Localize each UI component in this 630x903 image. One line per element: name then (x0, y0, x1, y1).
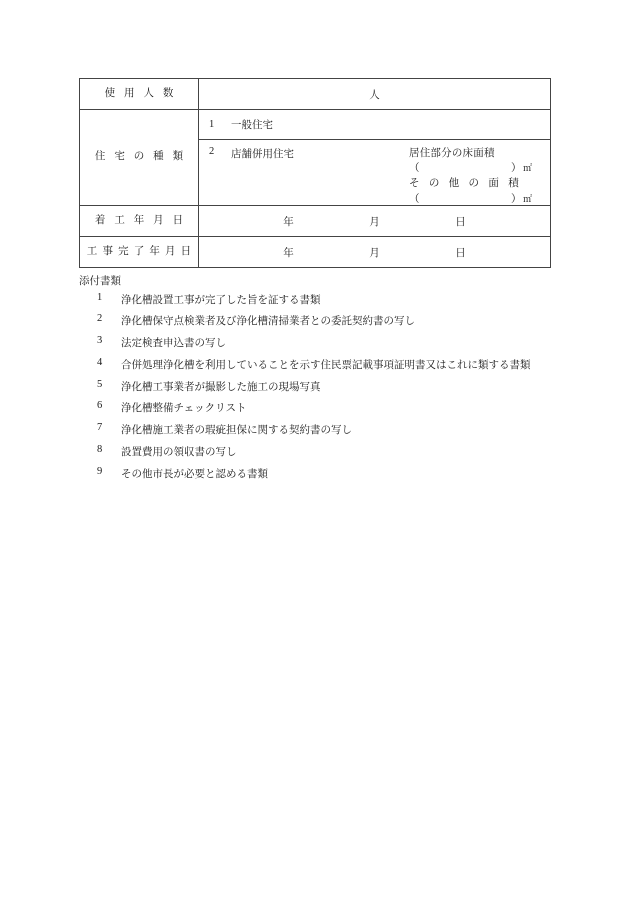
residential-area-unit: ㎡ (522, 163, 532, 174)
start-date-month: 月 (369, 216, 380, 228)
label-completion-date: 工 事 完 了 年 月 日 (86, 245, 193, 257)
list-item (79, 358, 579, 374)
list-item-text: 浄化槽施工業者の瑕疵担保に関する契約書の写し (121, 425, 352, 436)
start-date-year: 年 (283, 216, 294, 228)
list-item-number: 8 (97, 443, 103, 455)
completion-date-fields[interactable] (199, 237, 550, 267)
label-persons: 使 用 人 数 (104, 87, 177, 99)
other-area-unit: ㎡ (522, 193, 532, 204)
list-item-number: 1 (97, 291, 103, 303)
list-item (79, 423, 579, 439)
list-item (79, 401, 579, 417)
attachments-title: 添付書類 (79, 276, 121, 287)
value-cell-start-date[interactable] (199, 206, 551, 237)
list-item-text: 浄化槽設置工事が完了した旨を証する書類 (121, 294, 321, 306)
list-item-number: 4 (97, 356, 103, 368)
residential-area-label: 居住部分の床面積 (408, 148, 495, 159)
start-date-fields[interactable] (199, 206, 550, 236)
list-item-number: 7 (97, 422, 103, 433)
table-row-persons (80, 79, 551, 110)
table-row-start-date (80, 206, 551, 237)
other-area-field[interactable] (409, 192, 532, 207)
list-item (79, 314, 579, 330)
other-area-label: そ の 他 の 面 積 (408, 178, 523, 190)
attachments-list (79, 293, 579, 483)
list-item (79, 445, 579, 461)
value-cell-house-type (199, 110, 551, 206)
list-item (79, 336, 579, 352)
list-item-text: 浄化槽工事業者が撮影した施工の現場写真 (121, 381, 321, 393)
residential-area-paren-close: ） (510, 163, 522, 175)
list-item-text: 浄化槽整備チェックリスト (121, 403, 247, 415)
list-item-number: 6 (97, 400, 103, 412)
list-item-number: 9 (97, 465, 103, 477)
label-cell-house-type (80, 110, 199, 206)
house-type-option-2-label: 店舗併用住宅 (231, 149, 294, 160)
label-cell-start-date (80, 206, 199, 237)
table-row-completion-date (80, 237, 551, 268)
label-cell-completion-date (80, 237, 199, 268)
house-type-option-1[interactable] (199, 110, 550, 140)
list-item-text: その他市長が必要と認める書類 (121, 468, 268, 480)
list-item (79, 380, 579, 396)
list-item-text: 設置費用の領収書の写し (121, 446, 237, 458)
list-item-number: 3 (97, 335, 103, 346)
list-item-text: 浄化槽保守点検業者及び浄化槽清掃業者との委託契約書の写し (121, 316, 415, 328)
table-row-house-type (80, 110, 551, 206)
list-item (79, 467, 579, 483)
list-item-number: 5 (97, 378, 103, 390)
start-date-day: 日 (455, 216, 466, 228)
completion-date-day: 日 (455, 247, 466, 259)
house-type-option-1-label: 一般住宅 (231, 120, 273, 131)
list-item-text: 合併処理浄化槽を利用していることを示す住民票記載事項証明書又はこれに類する書類 (121, 359, 531, 371)
label-cell-persons (80, 79, 199, 110)
label-start-date: 着 工 年 月 日 (94, 214, 187, 226)
label-house-type: 住 宅 の 種 類 (94, 151, 187, 163)
value-cell-completion-date[interactable] (199, 237, 551, 268)
list-item (79, 293, 579, 309)
list-item-text: 法定検査申込書の写し (121, 338, 226, 349)
house-type-option-1-number: 1 (209, 119, 215, 130)
other-area-paren-open: （ (408, 193, 420, 205)
house-type-option-2-number: 2 (209, 146, 215, 157)
residential-area-paren-open: （ (408, 163, 420, 175)
list-item-number: 2 (97, 313, 103, 325)
value-persons-unit: 人 (369, 89, 380, 101)
residential-area-field[interactable] (409, 161, 532, 176)
completion-date-year: 年 (283, 247, 294, 259)
value-cell-persons (199, 79, 551, 110)
attachments-section (79, 277, 579, 488)
completion-date-month: 月 (369, 247, 380, 259)
application-form-table (79, 78, 551, 268)
other-area-paren-close: ） (510, 193, 522, 205)
house-type-option-2[interactable] (199, 140, 550, 205)
floor-area-block (409, 146, 550, 207)
